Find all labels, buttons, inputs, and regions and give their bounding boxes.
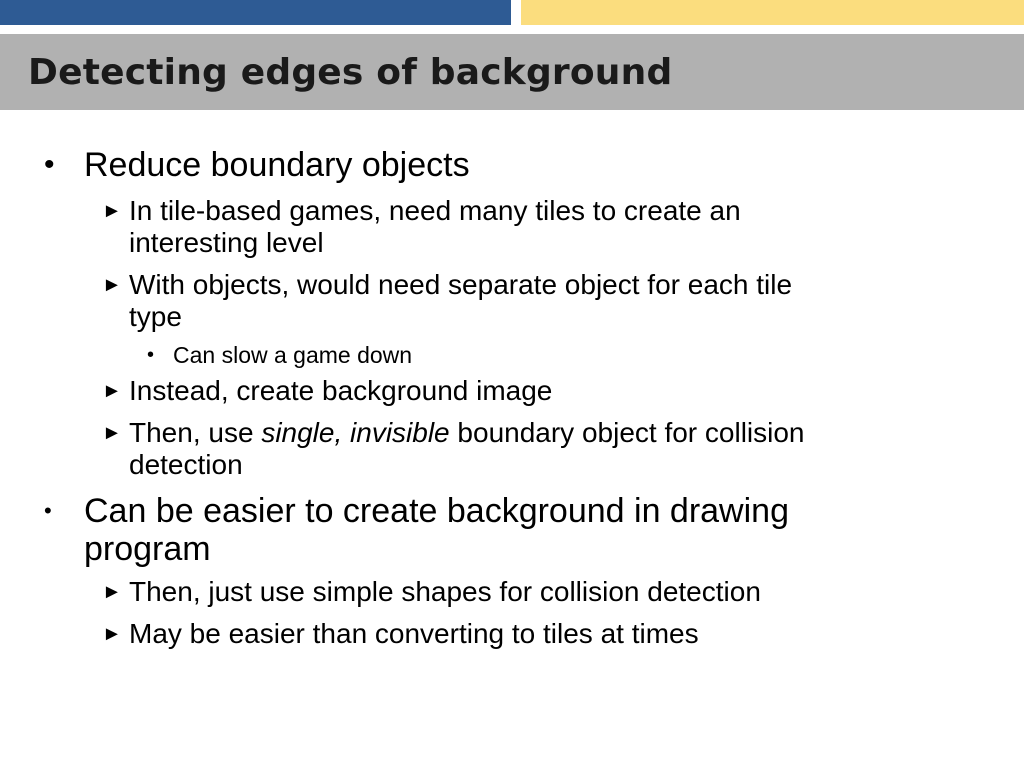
subbullet-line: Then, just use simple shapes for collision detection: [129, 576, 761, 607]
slide-title: Detecting edges of background: [28, 52, 673, 93]
bullet-marker: •: [147, 344, 155, 366]
arrow-marker-icon: ►: [102, 380, 122, 402]
arrow-marker-icon: ►: [102, 581, 122, 603]
arrow-marker-icon: ►: [102, 274, 122, 296]
bullet-marker: •: [44, 148, 55, 181]
bullet-line: Can be easier to create background in drawing: [84, 492, 789, 530]
arrow-marker-icon: ►: [102, 422, 122, 444]
subbullet-line: interesting level: [129, 227, 324, 258]
subbullet-line: [129, 417, 805, 449]
subbullet-line: In tile-based games, need many tiles to create an: [129, 195, 741, 226]
subbullet-line: Instead, create background image: [129, 375, 553, 406]
arrow-marker-icon: ►: [102, 200, 122, 222]
subbullet-line: detection: [129, 449, 243, 480]
subbullet-line: type: [129, 301, 182, 332]
subbullet-line: With objects, would need separate object for each tile: [129, 269, 793, 300]
bullet-line: program: [84, 530, 211, 568]
subbullet-emphasis: single, invisible: [261, 417, 450, 448]
subbullet-text-part: boundary object for collision: [449, 417, 805, 448]
subbullet-line: May be easier than converting to tiles at times: [129, 618, 699, 649]
arrow-marker-icon: ►: [102, 623, 122, 645]
subsubbullet-text: Can slow a game down: [173, 342, 413, 368]
bullet-marker: •: [44, 498, 52, 523]
subbullet-text-part: Then, use: [129, 417, 262, 448]
bullet-text: Reduce boundary objects: [84, 146, 470, 184]
